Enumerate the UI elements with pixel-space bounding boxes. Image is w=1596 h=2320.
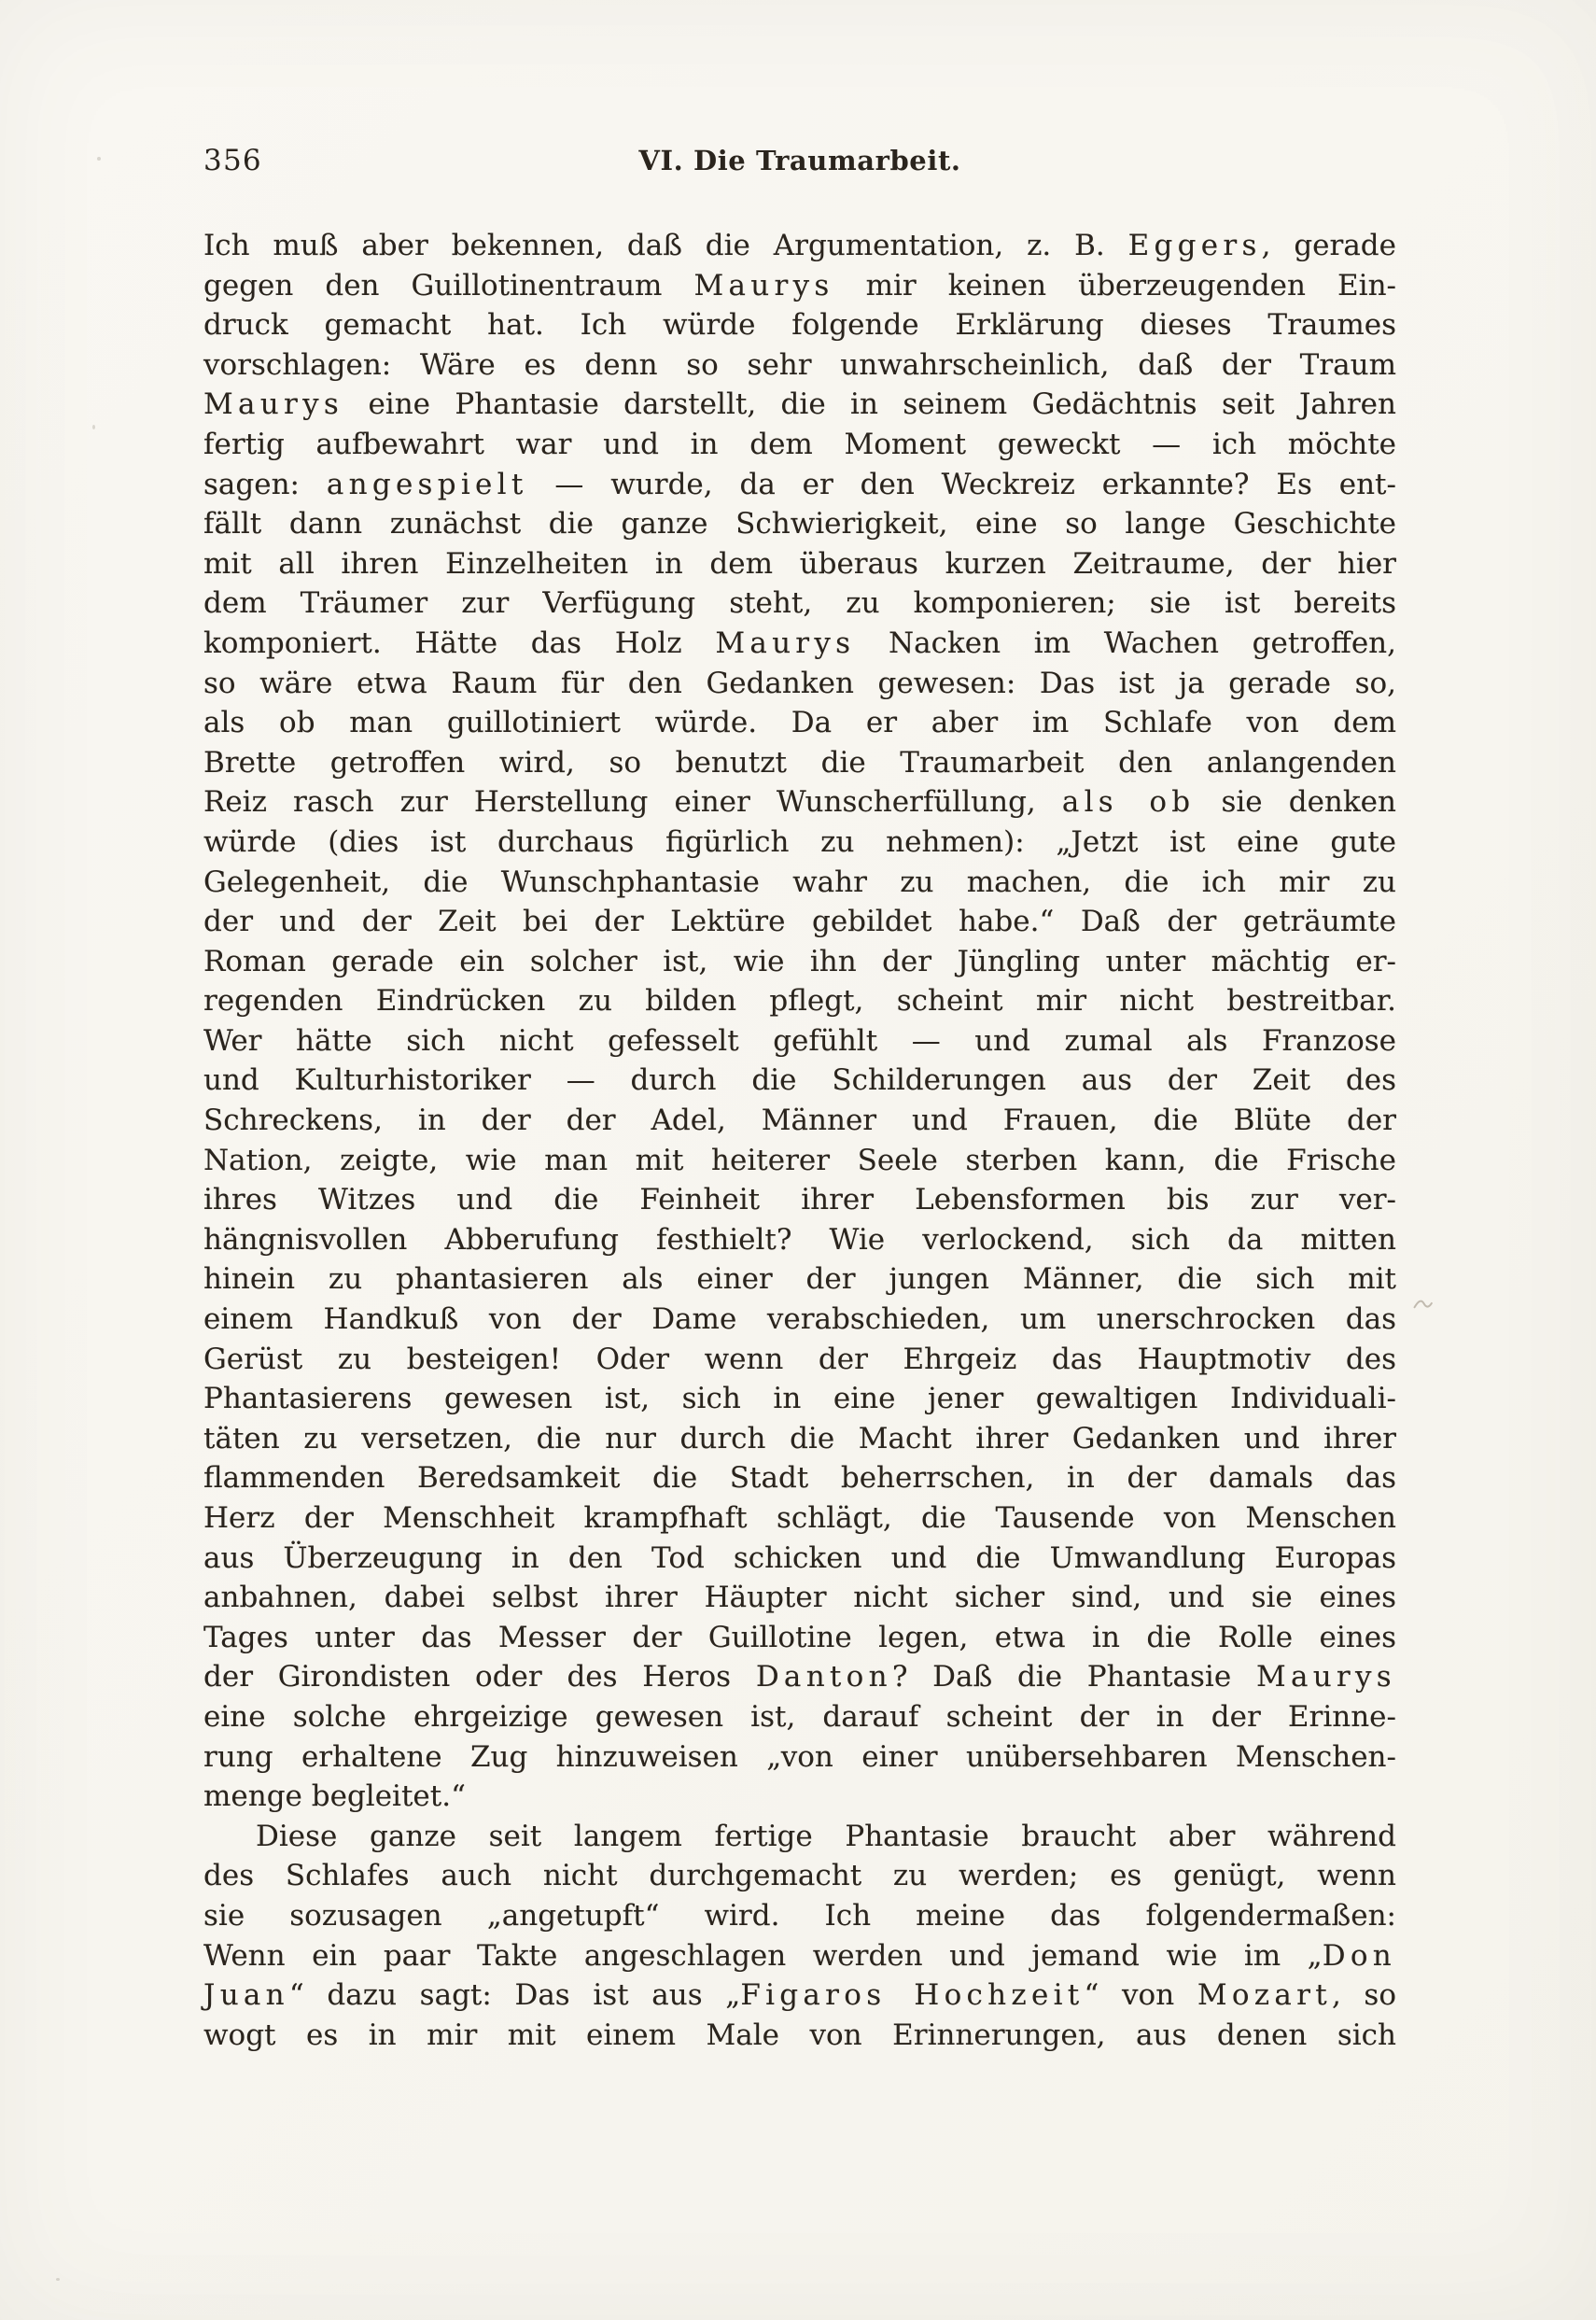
paragraph-2: [203, 1817, 1396, 2056]
text-segment: sie sozusagen „angetupft“ wird. Ich meine das folgendermaßen:: [203, 1898, 1396, 1933]
text-line: [203, 1817, 1396, 1857]
text-line: [203, 1021, 1396, 1062]
text-line: [203, 1539, 1396, 1579]
spaced-emphasis-text: Maurys: [715, 626, 856, 660]
spaced-emphasis-text: Juan: [203, 1978, 289, 2013]
text-line: [203, 1379, 1396, 1419]
pencil-mark: [1409, 1292, 1436, 1320]
text-segment: fällt dann zunächst die ganze Schwierigkeit, eine so lange Geschichte: [203, 507, 1396, 541]
text-segment: ihres Witzes und die Feinheit ihrer Lebensformen bis zur ver-: [203, 1183, 1396, 1217]
text-segment: Wer hätte sich nicht gefesselt gefühlt — und zumal als Franzose: [203, 1023, 1396, 1058]
text-segment: einem Handkuß von der Dame verabschieden, um unerschrocken das: [203, 1302, 1396, 1337]
text-segment: der Girondisten oder des Heros: [203, 1660, 756, 1694]
text-segment: rung erhaltene Zug hinzuweisen „von einer unübersehbaren Menschen-: [203, 1739, 1396, 1774]
text-segment: ? Daß die Phantasie: [891, 1660, 1256, 1694]
text-line: [203, 981, 1396, 1021]
text-segment: komponiert. Hätte das Holz: [203, 626, 716, 660]
text-segment: menge begleitet.“: [203, 1779, 466, 1814]
text-line: [203, 1340, 1396, 1380]
text-segment: dem Träumer zur Verfügung steht, zu komponieren; sie ist bereits: [203, 586, 1396, 621]
text-line: [203, 1697, 1396, 1737]
text-line: [203, 2016, 1396, 2056]
text-line: [203, 782, 1396, 823]
text-segment: Gelegenheit, die Wunschphantasie wahr zu machen, die ich mir zu: [203, 865, 1396, 899]
text-line: [203, 266, 1396, 306]
text-segment: wogt es in mir mit einem Male von Erinnerungen, aus denen sich: [203, 2018, 1396, 2052]
text-line: [203, 1936, 1396, 1976]
spaced-emphasis-text: angespielt: [326, 467, 528, 501]
text-line: [203, 1578, 1396, 1618]
text-segment: mit all ihren Einzelheiten in dem überaus kurzen Zeitraume, der hier: [203, 546, 1396, 581]
text-line: [203, 1061, 1396, 1101]
text-segment: anbahnen, dabei selbst ihrer Häupter nicht sicher sind, und sie eines: [203, 1581, 1396, 1615]
text-line: [203, 1976, 1396, 2016]
text-line: [203, 1220, 1396, 1260]
text-line: [203, 1777, 1396, 1817]
text-line: [203, 1737, 1396, 1778]
text-segment: eine Phantasie darstellt, die in seinem Gedächtnis seit Jahren: [343, 387, 1396, 422]
text-line: [203, 624, 1396, 664]
text-line: [203, 664, 1396, 704]
text-segment: druck gemacht hat. Ich würde folgende Erklärung dieses Traumes: [203, 308, 1396, 343]
paragraph-1: [203, 226, 1396, 1817]
text-line: [203, 823, 1396, 863]
text-segment: Nation, zeigte, wie man mit heiterer Seele sterben kann, die Frische: [203, 1143, 1396, 1177]
text-line: [203, 1141, 1396, 1181]
text-block: [203, 142, 1396, 2055]
text-line: [203, 1856, 1396, 1896]
text-segment: Phantasierens gewesen ist, sich in eine jener gewaltigen Individuali-: [203, 1382, 1396, 1416]
text-segment: würde (dies ist durchaus figürlich zu nehmen): „Jetzt ist eine gute: [203, 824, 1396, 859]
text-line: [203, 1419, 1396, 1459]
text-line: [203, 863, 1396, 903]
text-line: [203, 226, 1396, 266]
text-line: [203, 1896, 1396, 1936]
text-line: [203, 1101, 1396, 1141]
text-segment: , gerade: [1261, 229, 1397, 262]
text-line: [203, 584, 1396, 624]
text-segment: Nacken im Wachen getroffen,: [855, 626, 1396, 660]
text-segment: hängnisvollen Abberufung festhielt? Wie verlockend, sich da mitten: [203, 1222, 1396, 1257]
text-segment: Herz der Menschheit krampfhaft schlägt, die Tausende von Menschen: [203, 1501, 1396, 1535]
text-segment: mir keinen überzeugenden Ein-: [833, 268, 1397, 302]
text-line: [203, 305, 1396, 345]
text-segment: Wenn ein paar Takte angeschlagen werden und jemand wie im „: [203, 1938, 1323, 1973]
text-segment: flammenden Beredsamkeit die Stadt beherrschen, in der damals das: [203, 1461, 1396, 1496]
spaced-emphasis-text: Maurys: [693, 268, 834, 302]
text-line: [203, 942, 1396, 982]
text-segment: Diese ganze seit langem fertige Phantasie braucht aber während: [256, 1819, 1396, 1853]
text-line: [203, 385, 1396, 425]
text-segment: Gerüst zu besteigen! Oder wenn der Ehrgeiz das Hauptmotiv des: [203, 1342, 1396, 1376]
text-segment: Tages unter das Messer der Guillotine legen, etwa in die Rolle eines: [203, 1620, 1396, 1654]
spaced-emphasis-text: Don: [1322, 1938, 1396, 1973]
text-line: [203, 465, 1396, 505]
text-segment: fertig aufbewahrt war und in dem Moment geweckt — ich möchte: [203, 427, 1396, 461]
text-line: [203, 1300, 1396, 1340]
scan-speck: [56, 2278, 60, 2281]
text-line: [203, 1498, 1396, 1539]
text-segment: “ dazu sagt: Das ist aus „: [288, 1978, 741, 2013]
text-line: [203, 1618, 1396, 1658]
text-line: [203, 504, 1396, 544]
text-segment: Roman gerade ein solcher ist, wie ihn der Jüngling unter mächtig er-: [203, 944, 1396, 978]
scan-speck: [92, 425, 95, 429]
text-line: [203, 1259, 1396, 1300]
text-segment: , so: [1331, 1978, 1397, 2013]
spaced-emphasis-text: Maurys: [203, 387, 344, 422]
text-segment: so wäre etwa Raum für den Gedanken gewesen: Das ist ja gerade so,: [203, 666, 1396, 700]
text-line: [203, 902, 1396, 942]
spaced-emphasis-text: Danton: [755, 1660, 892, 1694]
body-text: [203, 226, 1396, 2055]
text-line: [203, 743, 1396, 783]
text-line: [203, 544, 1396, 584]
text-segment: hinein zu phantasieren als einer der jungen Männer, die sich mit: [203, 1262, 1396, 1297]
running-head: [203, 142, 1396, 183]
text-segment: der und der Zeit bei der Lektüre gebildet habe.“ Daß der geträumte: [203, 905, 1396, 939]
text-segment: “ von: [1084, 1978, 1197, 2013]
text-segment: Schreckens, in der der Adel, Männer und Frauen, die Blüte der: [203, 1104, 1396, 1138]
text-line: [203, 1657, 1396, 1697]
text-segment: regenden Eindrücken zu bilden pflegt, scheint mir nicht bestreitbar.: [203, 984, 1396, 1019]
text-segment: eine solche ehrgeizige gewesen ist, darauf scheint der in der Erinne-: [203, 1699, 1396, 1734]
text-line: [203, 1180, 1396, 1220]
text-segment: gegen den Guillotinentraum: [203, 268, 694, 302]
text-line: [203, 345, 1396, 386]
text-line: [203, 425, 1396, 465]
text-segment: sie denken: [1195, 785, 1396, 820]
chapter-heading: VI. Die Traumarbeit.: [638, 145, 961, 176]
spaced-emphasis-text: Maurys: [1255, 1660, 1396, 1694]
text-line: [203, 1458, 1396, 1498]
page-number: 356: [203, 144, 262, 177]
spaced-emphasis-text: als ob: [1061, 785, 1196, 820]
text-segment: des Schlafes auch nicht durchgemacht zu werden; es genügt, wenn: [203, 1859, 1396, 1893]
text-segment: — wurde, da er den Weckreiz erkannte? Es ent-: [527, 467, 1396, 501]
spaced-emphasis-text: Mozart: [1197, 1978, 1332, 2013]
text-segment: vorschlagen: Wäre es denn so sehr unwahrscheinlich, daß der Traum: [203, 347, 1396, 382]
spaced-emphasis-text: Eggers: [1127, 229, 1262, 262]
text-segment: Brette getroffen wird, so benutzt die Traumarbeit den anlangenden: [203, 745, 1396, 780]
spaced-emphasis-text: Figaros Hochzeit: [740, 1978, 1085, 2013]
text-segment: Reiz rasch zur Herstellung einer Wunscherfüllung,: [203, 785, 1062, 820]
scan-speck: [97, 157, 101, 161]
text-segment: aus Überzeugung in den Tod schicken und die Umwandlung Europas: [203, 1540, 1396, 1575]
text-segment: als ob man guillotiniert würde. Da er aber im Schlafe von dem: [203, 706, 1396, 740]
text-segment: und Kulturhistoriker — durch die Schilderungen aus der Zeit des: [203, 1063, 1396, 1098]
text-segment: sagen:: [203, 467, 327, 501]
text-segment: Ich muß aber bekennen, daß die Argumentation, z. B.: [203, 229, 1128, 262]
text-line: [203, 703, 1396, 743]
text-segment: täten zu versetzen, die nur durch die Macht ihrer Gedanken und ihrer: [203, 1421, 1396, 1455]
